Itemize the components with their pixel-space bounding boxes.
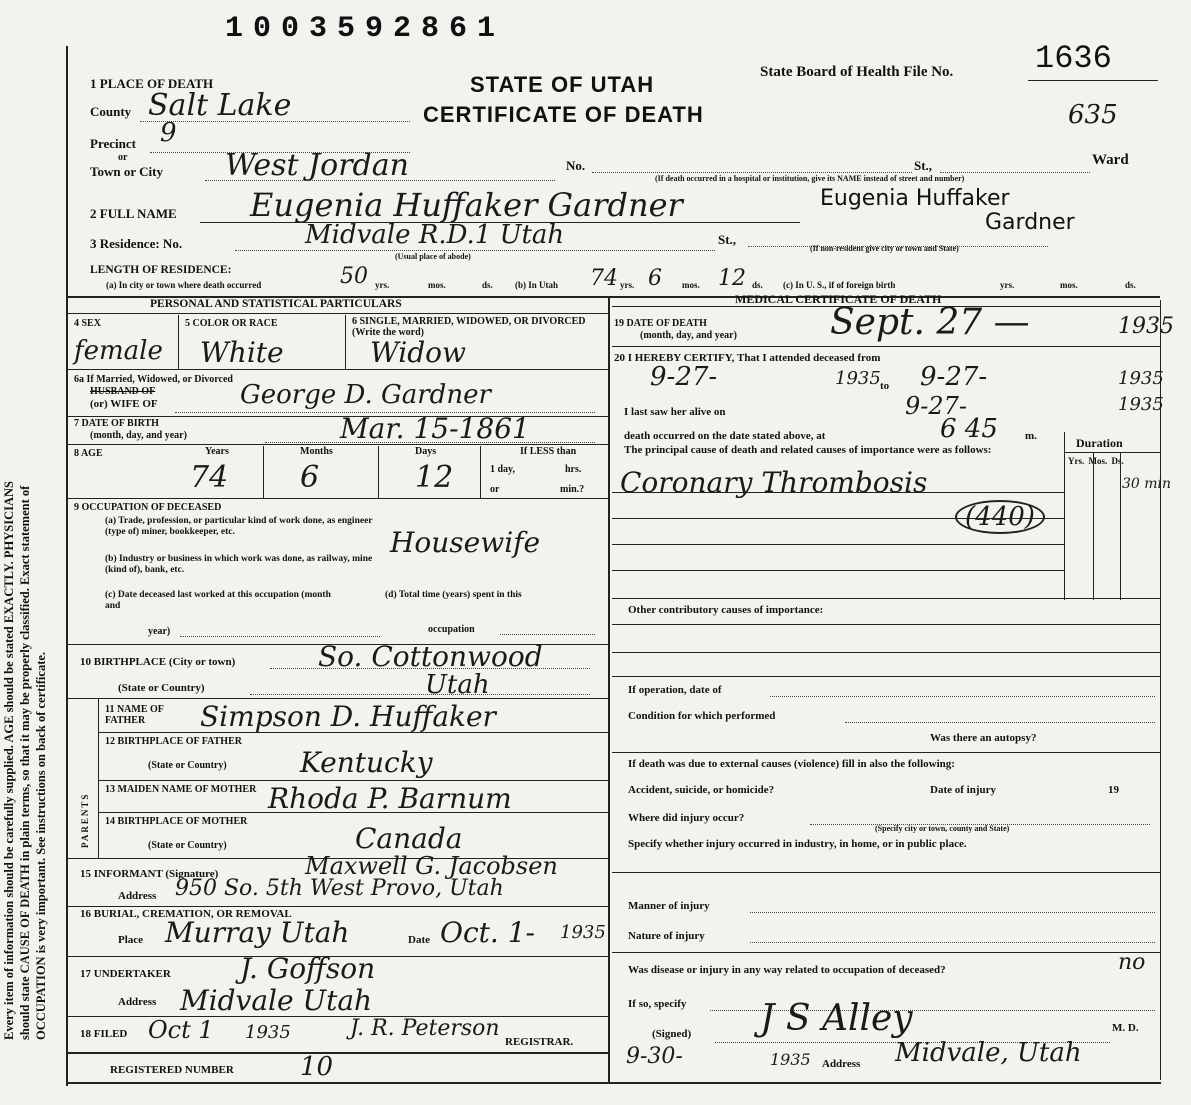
- length-c-mos-unit: mos.: [1060, 280, 1078, 290]
- undertaker-label: 17 UNDERTAKER: [80, 968, 171, 980]
- occupation-d: (d) Total time (years) spent in this: [385, 590, 522, 600]
- burial-place: Murray Utah: [165, 916, 350, 949]
- age-months-value: 6: [300, 460, 320, 495]
- nature-rule: [750, 942, 1155, 943]
- usual-abode-note: (Usual place of abode): [395, 252, 471, 261]
- color-value: White: [200, 336, 284, 369]
- marital-value: Widow: [370, 336, 466, 369]
- filed-label: 18 FILED: [80, 1028, 128, 1040]
- color-label: 5 COLOR OR RACE: [185, 318, 278, 329]
- length-label: LENGTH OF RESIDENCE:: [90, 264, 232, 276]
- age-divider-3: [480, 446, 481, 498]
- occupation-a-value: Housewife: [390, 526, 541, 559]
- occupation-year-rule: [180, 636, 380, 637]
- registered-value: 10: [300, 1052, 334, 1082]
- age-min-label: min.?: [560, 484, 585, 495]
- nature-section-rule: [612, 952, 1160, 953]
- residence-rule: [235, 250, 715, 251]
- birthplace-state-label: (State or Country): [118, 682, 205, 694]
- row-15-rule: [68, 906, 608, 907]
- st-label: St.,: [914, 158, 933, 173]
- ward-label: Ward: [1092, 152, 1129, 168]
- length-c-yrs-unit: yrs.: [1000, 280, 1015, 290]
- autopsy-rule: [612, 752, 1160, 753]
- duration-col-rule-2: [1120, 452, 1121, 600]
- where-note: (Specify city or town, county and State): [875, 824, 1010, 833]
- length-b-ds: 12: [718, 266, 746, 291]
- row-18-rule: [68, 1052, 608, 1054]
- age-years-label: Years: [205, 446, 229, 457]
- burial-place-label: Place: [118, 934, 144, 946]
- length-a-ds-unit: ds.: [482, 280, 493, 290]
- operation-rule: [770, 696, 1155, 697]
- registered-label: REGISTERED NUMBER: [110, 1064, 234, 1076]
- undertaker-address-label: Address: [118, 996, 157, 1008]
- physician-signature: J S Alley: [760, 998, 913, 1039]
- age-less-label: If LESS than: [520, 446, 577, 457]
- sex-value: female: [74, 336, 163, 366]
- form-right-border: [1160, 300, 1161, 1080]
- no-rule: [592, 172, 912, 173]
- birth-date-label: 7 DATE OF BIRTH: [74, 418, 159, 429]
- signed-label: (Signed): [652, 1028, 692, 1040]
- duration-left-rule: [1064, 432, 1065, 600]
- precinct-value: 9: [160, 118, 177, 148]
- town-value: West Jordan: [225, 148, 409, 183]
- occupation-b: (b) Industry or business in which work was done, as railway, mine (kind of), bank, etc.: [105, 554, 373, 575]
- sex-label: 4 SEX: [74, 318, 101, 329]
- birthplace-state-rule: [250, 694, 590, 695]
- autopsy-label: Was there an autopsy?: [930, 732, 1037, 744]
- occurred-time: 6 45: [940, 414, 998, 444]
- father-bp-sub: (State or Country): [148, 760, 227, 771]
- residence-st-label: St.,: [718, 232, 737, 247]
- attended-from: 9-27-: [650, 362, 718, 392]
- duration-cols: Yrs. Mos. Ds.: [1068, 456, 1124, 466]
- age-days-label: Days: [415, 446, 437, 457]
- duration-value: 30 min: [1122, 476, 1172, 492]
- age-divider-1: [263, 446, 264, 498]
- informant-label: 15 INFORMANT (Signature): [80, 868, 219, 880]
- cause-rule-3: [612, 544, 1064, 545]
- condition-rule: [845, 722, 1155, 723]
- spouse-label-1: 6a If Married, Widowed, or Divorced: [74, 374, 233, 385]
- death-date-rule: [612, 346, 1160, 347]
- death-date-label: 19 DATE OF DEATH: [614, 318, 707, 329]
- operation-label: If operation, date of: [628, 684, 722, 696]
- medical-header: MEDICAL CERTIFICATE OF DEATH: [735, 292, 942, 306]
- occupation-label: 9 OCCUPATION OF DECEASED: [74, 502, 222, 513]
- length-a-label: (a) In city or town where death occurred: [106, 280, 262, 290]
- length-b-ds-unit: ds.: [752, 280, 763, 290]
- mother-bp-label: 14 BIRTHPLACE OF MOTHER: [105, 816, 248, 827]
- residence-value: Midvale R.D.1 Utah: [305, 220, 565, 250]
- nature-label: Nature of injury: [628, 930, 705, 942]
- file-no-extra: 635: [1068, 100, 1118, 130]
- occupation-year-label: year): [148, 626, 171, 637]
- other-causes-label: Other contributory causes of importance:: [628, 604, 824, 616]
- side-instruction-line-1: Every item of information should be carefully supplied. AGE should be stated EXACTLY. PHYSICIANS: [2, 481, 16, 1040]
- form-bottom-border: [66, 1082, 1161, 1084]
- attended-to-label: to: [880, 380, 890, 392]
- birth-date-rule: [265, 442, 595, 443]
- age-day-label: 1 day,: [490, 464, 516, 475]
- length-b-label: (b) In Utah: [515, 280, 559, 290]
- other-rule-2: [612, 652, 1160, 653]
- cause-value: Coronary Thrombosis: [620, 466, 928, 499]
- attended-to: 9-27-: [920, 362, 988, 392]
- father-rule: [98, 732, 608, 733]
- town-rule: [205, 180, 555, 181]
- cause-rule-4: [612, 570, 1064, 571]
- length-c-label: (c) In U. S., if of foreign birth: [783, 280, 896, 290]
- where-label: Where did injury occur?: [628, 812, 745, 824]
- filed-year: 1935: [245, 1022, 291, 1043]
- burial-date: Oct. 1-: [440, 916, 535, 949]
- certificate-title: CERTIFICATE OF DEATH: [423, 102, 704, 127]
- cause-code: (440): [955, 500, 1045, 534]
- town-label: Town or City: [90, 164, 163, 179]
- attended-from-year: 1935: [835, 368, 881, 389]
- side-instruction-line-3: OCCUPATION is very important. See instructions on back of certificate.: [34, 651, 48, 1040]
- injury-date-label: Date of injury: [930, 784, 996, 796]
- occurred-label: death occurred on the date stated above, at: [624, 430, 826, 442]
- length-b-mos: 6: [648, 266, 662, 291]
- birthplace-label: 10 BIRTHPLACE (City or town): [80, 656, 236, 668]
- length-a-mos-unit: mos.: [428, 280, 446, 290]
- file-no-label: State Board of Health File No.: [760, 64, 954, 80]
- precinct-label: Precinct: [90, 136, 136, 151]
- hospital-note: (If death occurred in a hospital or institution, give its NAME instead of street and number): [655, 174, 965, 183]
- mother-bp-sub: (State or Country): [148, 840, 227, 851]
- length-a-yrs-unit: yrs.: [375, 280, 390, 290]
- row-7-rule: [68, 444, 608, 445]
- or-label: or: [118, 152, 128, 163]
- spouse-value: George D. Gardner: [240, 380, 491, 410]
- death-date-value: Sept. 27 —: [830, 302, 1030, 343]
- age-or-label: or: [490, 484, 500, 495]
- injury-year: 19: [1108, 784, 1119, 796]
- full-name-value: Eugenia Huffaker Gardner: [250, 186, 683, 224]
- physician-address-label: Address: [822, 1058, 861, 1070]
- last-saw-value: 9-27-: [905, 392, 968, 420]
- full-name-typed-1: Eugenia Huffaker: [820, 186, 1010, 211]
- filed-value: Oct 1: [148, 1016, 214, 1044]
- undertaker-value: J. Goffson: [240, 952, 376, 985]
- mother-bp-value: Canada: [355, 822, 463, 855]
- burial-date-label: Date: [408, 934, 430, 946]
- last-saw-label: I last saw her alive on: [624, 406, 726, 418]
- parents-tag: PARENTS: [80, 792, 90, 848]
- manner-label: Manner of injury: [628, 900, 710, 912]
- birthplace-rule: [270, 668, 590, 669]
- age-days-value: 12: [415, 460, 454, 495]
- informant-address-label: Address: [118, 890, 157, 902]
- father-bp-value: Kentucky: [300, 746, 433, 779]
- personal-header: PERSONAL AND STATISTICAL PARTICULARS: [150, 298, 402, 310]
- length-b-mos-unit: mos.: [682, 280, 700, 290]
- physician-address: Midvale, Utah: [895, 1038, 1082, 1068]
- county-label: County: [90, 104, 132, 119]
- serial-number: 1003592861: [225, 12, 506, 46]
- specify2-label: If so, specify: [628, 998, 687, 1010]
- external-label: If death was due to external causes (violence) fill in also the following:: [628, 758, 955, 770]
- spouse-label-2: HUSBAND OF: [90, 386, 156, 397]
- mother-label: 13 MAIDEN NAME OF MOTHER: [105, 784, 257, 795]
- other-rule-1: [612, 624, 1160, 625]
- birth-date-sub: (month, day, and year): [90, 430, 187, 441]
- length-b-yrs-unit: yrs.: [620, 280, 635, 290]
- burial-label: 16 BURIAL, CREMATION, OR REMOVAL: [80, 908, 292, 920]
- cause-rule-2: [612, 518, 1064, 519]
- parents-divider: [98, 698, 99, 858]
- file-no: 1636: [1035, 40, 1112, 77]
- length-b-yrs: 74: [590, 266, 618, 291]
- marital-label: 6 SINGLE, MARRIED, WIDOWED, OR DIVORCED (Write the word): [352, 316, 586, 338]
- father-bp-rule: [98, 780, 608, 781]
- county-rule: [140, 121, 410, 122]
- length-a-yrs: 50: [340, 264, 368, 289]
- age-years-value: 74: [190, 460, 229, 495]
- center-divider: [608, 296, 610, 1082]
- informant-address: 950 So. 5th West Provo, Utah: [175, 876, 504, 901]
- specify-place-label: Specify whether injury occurred in industry, in home, or in public place.: [628, 838, 967, 850]
- last-saw-year: 1935: [1118, 394, 1164, 415]
- occupation-d2: occupation: [428, 624, 475, 635]
- row-10-rule: [68, 698, 608, 699]
- county-value: Salt Lake: [148, 88, 292, 123]
- cause-rule-1: [612, 492, 1064, 493]
- cause-label: The principal cause of death and related causes of importance were as follows:: [624, 444, 992, 456]
- age-months-label: Months: [300, 446, 333, 457]
- age-divider-2: [378, 446, 379, 498]
- specify-rule: [612, 872, 1160, 873]
- related-label: Was disease or injury in any way related to occupation of deceased?: [628, 964, 946, 976]
- duration-header-rule: [1064, 452, 1160, 453]
- length-c-ds-unit: ds.: [1125, 280, 1136, 290]
- file-no-rule: [1028, 80, 1158, 81]
- row-8-rule: [68, 498, 608, 499]
- occupation-a: (a) Trade, profession, or particular kind of work done, as engineer (type of) miner, bookkeeper, etc.: [105, 516, 373, 537]
- occupation-c: (c) Date deceased last worked at this occupation (month and: [105, 590, 331, 611]
- accident-label: Accident, suicide, or homicide?: [628, 784, 775, 796]
- full-name-label: 2 FULL NAME: [90, 206, 177, 221]
- place-heading: 1 PLACE OF DEATH: [90, 76, 214, 91]
- spouse-label-3: (or) WIFE OF: [90, 398, 158, 410]
- full-name-typed-2: Gardner: [985, 210, 1075, 235]
- duration-col-rule-1: [1093, 452, 1094, 600]
- death-date-sub: (month, day, and year): [640, 330, 737, 341]
- occupation-d-rule: [500, 634, 595, 635]
- father-value: Simpson D. Huffaker: [200, 700, 496, 733]
- birthplace-value: So. Cottonwood: [318, 640, 543, 673]
- cause-rule-5: [612, 598, 1160, 599]
- registrar-signature: J. R. Peterson: [350, 1016, 500, 1041]
- mother-rule: [98, 812, 608, 813]
- age-hrs-label: hrs.: [565, 464, 582, 475]
- manner-rule: [750, 912, 1155, 913]
- birthplace-state-value: Utah: [425, 670, 490, 700]
- registrar-label: REGISTRAR.: [505, 1036, 574, 1048]
- birth-date-value: Mar. 15-1861: [340, 412, 530, 445]
- other-rule-3: [612, 676, 1160, 677]
- mother-value: Rhoda P. Barnum: [268, 782, 512, 815]
- sex-color-divider: [178, 315, 179, 369]
- form-left-border: [66, 46, 68, 1086]
- personal-header-rule: [68, 313, 608, 314]
- father-bp-label: 12 BIRTHPLACE OF FATHER: [105, 736, 242, 747]
- informant-value: Maxwell G. Jacobsen: [305, 852, 558, 880]
- color-marital-divider: [345, 315, 346, 369]
- st-rule: [940, 172, 1090, 173]
- certify-label: 20 I HEREBY CERTIFY, That I attended deceased from: [614, 352, 881, 364]
- related-value: no: [1118, 950, 1146, 975]
- nonresident-note: (If non-resident give city or town and State): [810, 244, 959, 253]
- condition-label: Condition for which performed: [628, 710, 776, 722]
- row-6-rule: [68, 369, 608, 370]
- occurred-m-label: m.: [1025, 430, 1037, 442]
- state-title: STATE OF UTAH: [470, 72, 655, 97]
- signed-date: 9-30-: [626, 1044, 683, 1069]
- no-label: No.: [566, 158, 586, 173]
- side-instruction-line-2: should state CAUSE OF DEATH in plain terms, so that it may be properly classified. Exact statement of: [18, 485, 32, 1040]
- burial-year: 1935: [560, 922, 606, 943]
- attended-to-year: 1935: [1118, 368, 1164, 389]
- age-label: 8 AGE: [74, 448, 103, 459]
- signed-year: 1935: [770, 1050, 811, 1069]
- md-label: M. D.: [1112, 1022, 1139, 1034]
- death-year: 1935: [1118, 314, 1174, 339]
- residence-label: 3 Residence: No.: [90, 236, 183, 251]
- duration-label: Duration: [1076, 436, 1123, 450]
- father-label: 11 NAME OF FATHER: [105, 704, 164, 726]
- undertaker-address: Midvale Utah: [180, 984, 373, 1017]
